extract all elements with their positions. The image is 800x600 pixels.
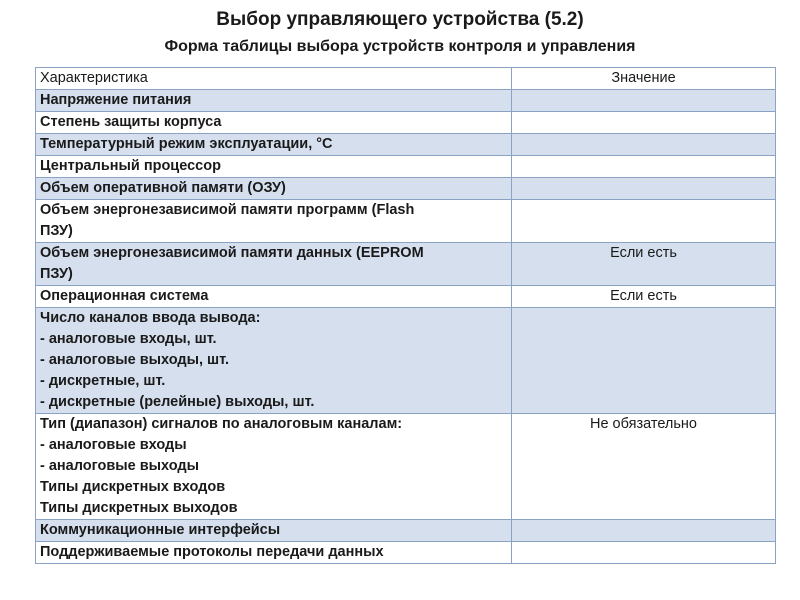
row-label-line: - аналоговые входы (40, 437, 187, 453)
table-row (36, 414, 776, 520)
row-label-line: Температурный режим эксплуатации, °C (40, 136, 333, 152)
table-row (36, 308, 776, 414)
row-label (36, 134, 512, 156)
row-label-line: Коммуникационные интерфейсы (40, 522, 281, 538)
row-label-line: Объем энергонезависимой памяти данных (EEPROM (40, 245, 424, 261)
row-label (36, 308, 512, 414)
row-label (36, 542, 512, 564)
row-label-line: Объем энергонезависимой памяти программ (Flash (40, 202, 415, 218)
row-label-line: Типы дискретных выходов (40, 500, 238, 516)
row-label-line: - дискретные, шт. (40, 373, 166, 389)
row-value: Если есть (512, 243, 776, 286)
row-value (512, 90, 776, 112)
header-value: Значение (512, 68, 776, 90)
row-label-line: Напряжение питания (40, 92, 192, 108)
row-label (36, 414, 512, 520)
table-row (36, 90, 776, 112)
row-value (512, 178, 776, 200)
row-label-line: - аналоговые выходы, шт. (40, 352, 229, 368)
row-label (36, 112, 512, 134)
table-row (36, 520, 776, 542)
row-label (36, 200, 512, 243)
row-value (512, 542, 776, 564)
row-label (36, 520, 512, 542)
table-row (36, 542, 776, 564)
row-label (36, 286, 512, 308)
table-row (36, 134, 776, 156)
row-value (512, 156, 776, 178)
row-label-line: Объем оперативной памяти (ОЗУ) (40, 180, 286, 196)
row-label-line: Типы дискретных входов (40, 479, 226, 495)
row-value (512, 520, 776, 542)
row-label (36, 243, 512, 286)
row-value (512, 134, 776, 156)
table-row (36, 156, 776, 178)
row-label-line: - аналоговые входы, шт. (40, 331, 217, 347)
row-label-line: ПЗУ) (40, 223, 73, 239)
table-header-row (36, 68, 776, 90)
row-label-line: Тип (диапазон) сигналов по аналоговым каналам: (40, 416, 403, 432)
table-row (36, 112, 776, 134)
row-label-line: ПЗУ) (40, 266, 73, 282)
row-value: Если есть (512, 286, 776, 308)
table-row (36, 200, 776, 243)
row-label (36, 90, 512, 112)
header-characteristic: Характеристика (36, 68, 512, 90)
row-label-line: Поддерживаемые протоколы передачи данных (40, 544, 384, 560)
row-value: Не обязательно (512, 414, 776, 520)
table-row (36, 243, 776, 286)
row-label-line: Степень защиты корпуса (40, 114, 222, 130)
row-label (36, 178, 512, 200)
row-label (36, 156, 512, 178)
table-row (36, 178, 776, 200)
row-value (512, 200, 776, 243)
table-row (36, 286, 776, 308)
selection-table (35, 67, 776, 564)
row-value (512, 112, 776, 134)
page-subtitle: Форма таблицы выбора устройств контроля и управления (164, 38, 636, 55)
row-label-line: Операционная система (40, 288, 209, 304)
page-title: Выбор управляющего устройства (5.2) (216, 9, 584, 30)
row-label-line: Число каналов ввода вывода: (40, 310, 261, 326)
row-value (512, 308, 776, 414)
row-label-line: - аналоговые выходы (40, 458, 199, 474)
row-label-line: - дискретные (релейные) выходы, шт. (40, 394, 315, 410)
row-label-line: Центральный процессор (40, 158, 221, 174)
